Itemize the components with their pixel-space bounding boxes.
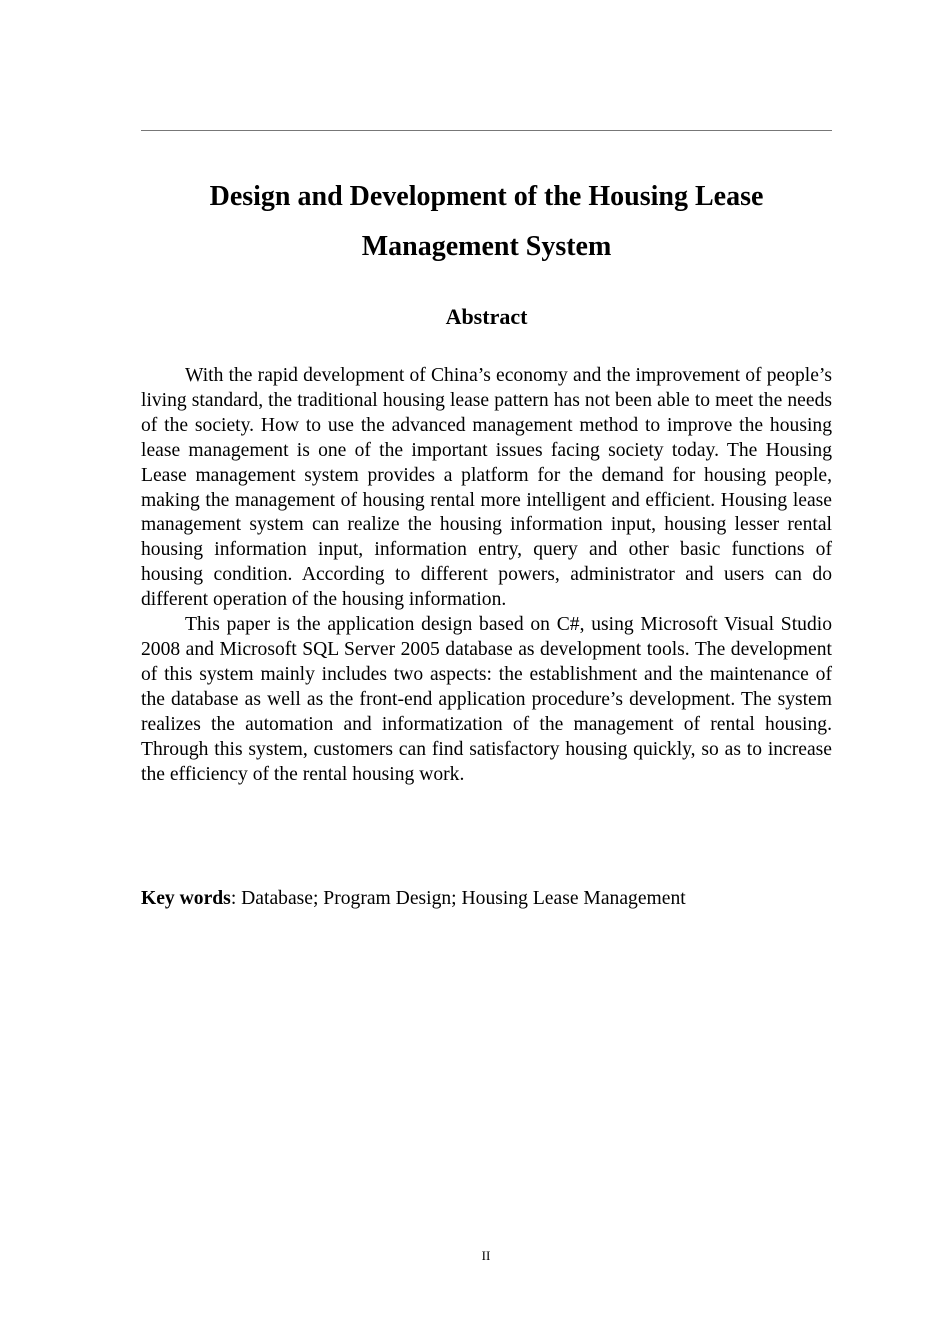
keywords-line <box>141 886 832 912</box>
header-rule <box>141 130 832 131</box>
abstract-body <box>141 364 832 787</box>
keywords-label: Key words <box>141 888 231 909</box>
keywords-text: Database; Program Design; Housing Lease Management <box>241 888 686 909</box>
keywords-separator: : <box>230 888 242 909</box>
abstract-heading: Abstract <box>445 304 528 329</box>
page-number: II <box>481 1248 491 1263</box>
abstract-paragraph: This paper is the application design based on C#, using Microsoft Visual Studio 2008 and Microsoft SQL Server 2005 database as development tools. The development of this system mainly includes two aspects: the establishment and the maintenance of the database as well as the front-end application procedure’s development. The system realizes the automation and informatization of the management of rental housing. Through this system, customers can find satisfactory housing quickly, so as to increase the efficiency of the rental housing work. <box>141 614 832 785</box>
paper-title: Design and Development of the Housing Lease Management System <box>209 181 764 262</box>
abstract-paragraph: With the rapid development of China’s economy and the improvement of people’s living standard, the traditional housing lease pattern has not been able to meet the needs of the society. How to use the advanced management method to improve the housing lease management is one of the important issues facing society today. The Housing Lease management system provides a platform for the demand for housing people, making the management of housing rental more intelligent and efficient. Housing lease management system can realize the housing information input, housing lesser rental housing information input, information entry, query and other basic functions of housing condition. According to different powers, administrator and users can do different operation of the housing information. <box>141 365 832 611</box>
